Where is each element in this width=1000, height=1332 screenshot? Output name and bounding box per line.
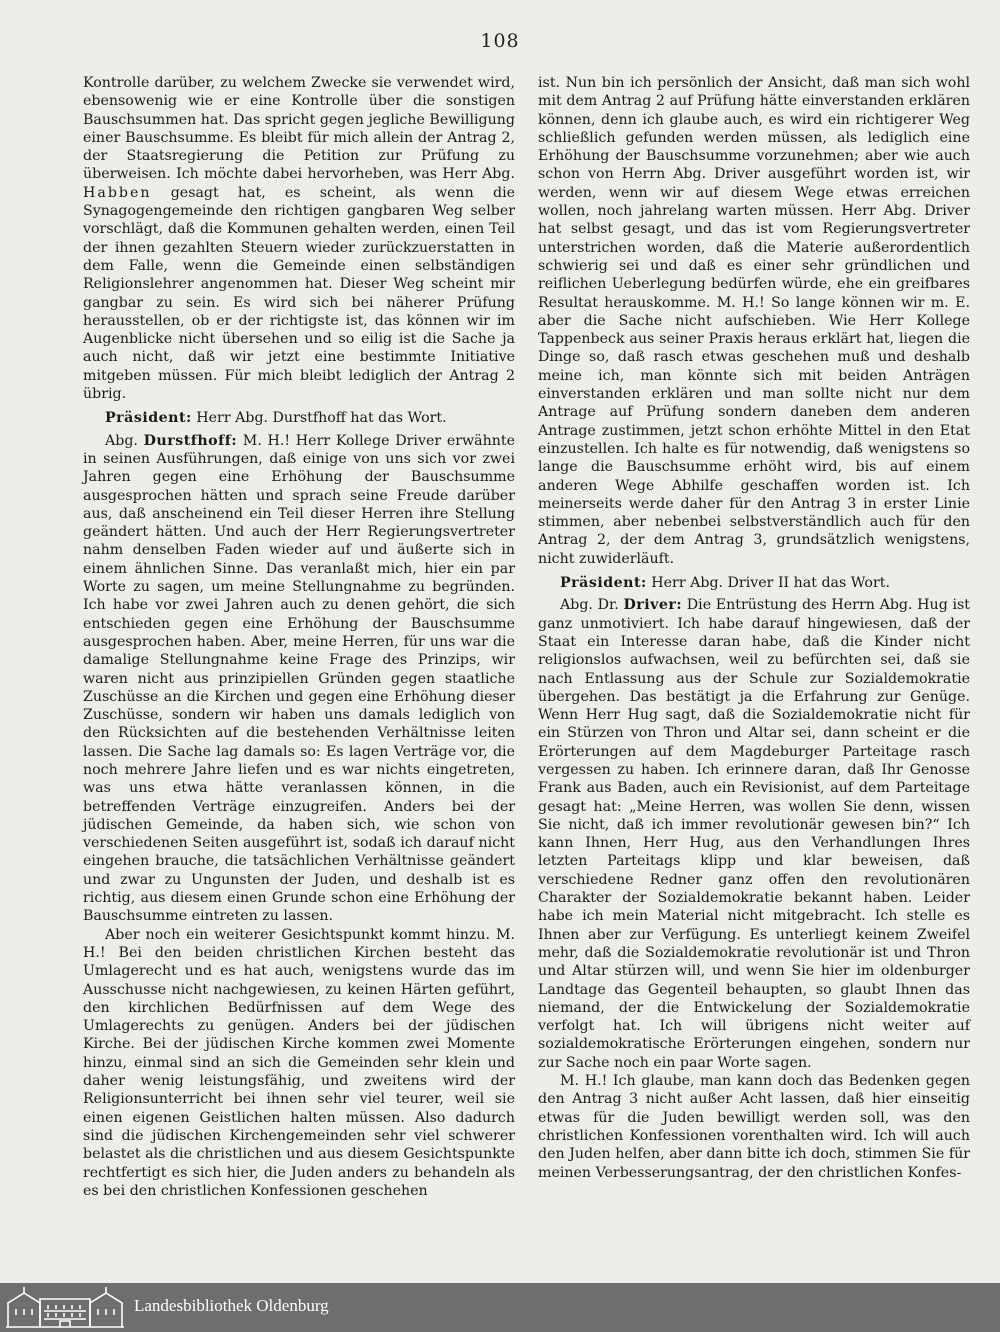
right-column	[538, 74, 970, 1182]
right-paragraph-3: M. H.! Ich glaube, man kann doch das Bedenken gegen den Antrag 3 nicht außer Acht lassen, daß hier einseitig etwas für die Juden bewilligt werden soll, was den christlichen Konfessionen vorenthalten wird. Ich will auch den Juden helfen, aber dann bitte ich doch, stimmen Sie für meinen Verbesserungsantrag, der den christlichen Konfes-	[538, 1073, 970, 1181]
speaker-name: Durstfhoff:	[143, 432, 238, 449]
speaker-prefix: Abg.	[105, 432, 138, 449]
left-paragraph-1	[83, 74, 515, 403]
president-label: Präsident:	[560, 575, 647, 592]
right-president-line	[538, 574, 970, 592]
library-name: Landesbibliothek Oldenburg	[134, 1296, 329, 1315]
library-footer	[0, 1283, 1000, 1332]
left-p1-text: Kontrolle darüber, zu welchem Zwecke sie verwendet wird, ebensowenig wie er eine Kontrolle über die sonstigen Bauschsummen hat. Das spricht gegen jegliche Bewilligung einer Bauschsumme. Es bleibt für mich allein der Antrag 2, der Staatsregierung die Petition zur Prüfung zu überweisen. Ich möchte dabei hervorheben, was Herr Abg.	[83, 75, 515, 183]
left-p2-text: M. H.! Herr Kollege Driver erwähnte in seinen Ausführungen, daß einige von uns sich vor zwei Jahren gegen eine Erhöhung der Bauschsumme ausgesprochen hätten und sprach seine Freude darüber aus, daß anscheinend ein Teil dieser Herren ihre Stellung geändert hätten. Und auch der Herr Regierungsvertreter nahm denselben Faden wieder auf und äußerte sich in einem ähnlichen Sinne. Das veranlaßt mich, hier ein par Worte zu sagen, um meine Stellungnahme zu begründen. Ich habe vor zwei Jahren auch zu denen gehört, die sich entschieden gegen eine Erhöhung der Bauschsumme ausgesprochen haben. Aber, meine Herren, für uns war die damalige Stellungnahme keine Frage des Prinzips, wir waren nicht aus prinzipiellen Gründen gegen staatliche Zuschüsse an die Kirchen und gegen eine Erhöhung dieser Zuschüsse, sondern wir haben uns damals lediglich von den Rücksichten auf die bestehenden Verhältnisse leiten lassen. Die Sache lag damals so: Es lagen Verträge vor, die noch mehrere Jahre liefen und es war nichts eingetreten, was uns etwa hätte veranlassen können, in die betreffenden Verträge einzugreifen. Anders bei der jüdischen Gemeinde, da haben sich, wie schon von verschiedenen Seiten ausgeführt ist, sodaß ich darauf nicht eingehen brauche, die tatsächlichen Verhältnisse geändert und zwar zu Ungunsten der Juden, und deshalb ist es richtig, aus diesem einen Grunde schon eine Erhöhung der Bauschsumme eintreten zu lassen.	[83, 432, 515, 925]
library-building-logo-icon	[4, 1285, 126, 1329]
left-p1-name: Habben	[83, 184, 152, 201]
left-p1-rest: gesagt hat, es scheint, als wenn die Synagogengemeinde den richtigen gangbaren Weg selber vorschlägt, daß die Kommunen gehalten werden, einen Teil der ihnen gezahlten Steuern wieder zurückzuerstatten in dem Falle, wenn die Gemeinde einen selbständigen Religionslehrer angenommen hat. Dieser Weg scheint mir gangbar zu sein. Es wird sich bei näherer Prüfung herausstellen, ob er der richtigste ist, das können wir im Augenblicke nicht übersehen und so eilig ist die Sache ja auch nicht, daß wir jetzt eine bestimmte Initiative mitgeben müssen. Für mich bleibt lediglich der Antrag 2 übrig.	[83, 184, 516, 403]
president-text: Herr Abg. Driver II hat das Wort.	[651, 575, 890, 592]
speaker-prefix: Abg. Dr.	[560, 597, 619, 614]
speaker-name: Driver:	[623, 597, 683, 614]
right-paragraph-2	[538, 596, 970, 1072]
right-p2-text: Die Entrüstung des Herrn Abg. Hug ist ganz unmotiviert. Ich habe darauf hingewiesen, daß der Staat ein Interesse daran habe, daß die Kinder nicht religionslos aufwachsen, weil zu befürchten sei, daß sie nach Entlassung aus der Schule zur Sozialdemokratie übergehen. Das bestätigt ja die Erfahrung zur Genüge. Wenn Herr Hug sagt, daß die Sozialdemokratie nicht für ein Stürzen von Thron und Altar sei, dann scheint er die Erörterungen auf dem Magdeburger Parteitage rasch vergessen zu haben. Ich erinnere daran, daß Ihr Genosse Frank aus Baden, auch ein Revisionist, auf dem Parteitage gesagt hat: „Meine Herren, was wollen Sie denn, wissen Sie nicht, daß ich immer revolutionär gewesen bin?“ Ich kann Ihnen, Herr Hug, aus den Verhandlungen Ihres letzten Parteitags klipp und klar beweisen, daß verschiedene Redner ganz offen den revolutionären Charakter der Sozialdemokratie bekannt haben. Leider habe ich mein Material nicht mitgebracht. Ich stelle es Ihnen aber zur Verfügung. Es unterliegt keinem Zweifel mehr, daß die Sozialdemokratie revolutionär ist und Thron und Altar stürzen will, und wenn Sie hier im oldenburger Landtage das Gegenteil behaupten, so glaubt Ihnen das niemand, der die Entwickelung der Sozialdemokratie verfolgt hat. Ich will übrigens nicht weiter auf sozialdemokratische Erörterungen eingehen, sondern nur zur Sache noch ein paar Worte sagen.	[538, 597, 970, 1071]
page-number: 108	[480, 30, 520, 52]
left-president-line	[83, 409, 515, 427]
right-paragraph-1: ist. Nun bin ich persönlich der Ansicht, daß man sich wohl mit dem Antrag 2 auf Prüfung hätte einverstanden erklären können, denn ich glaube auch, es wird ein richtigerer Weg schließlich gefunden werden müssen, als lediglich eine Erhöhung der Bauschsumme vorzunehmen; aber wie auch schon von Herrn Abg. Driver ausgeführt worden ist, wir werden, wenn wir auf diesem Wege etwas erreichen wollen, noch jahrelang warten müssen. Herr Abg. Driver hat selbst gesagt, und das ist vom Regierungsvertreter unterstrichen worden, daß die Materie außerordentlich schwierig sei und daß es einer sehr gründlichen und reiflichen Ueberlegung bedürfen würde, ehe ein greifbares Resultat herauskomme. M. H.! So lange können wir m. E. aber die Sache nicht aufschieben. Wie Herr Kollege Tappenbeck aus seiner Praxis heraus erklärt hat, liegen die Dinge so, daß rasch etwas geschehen muß und deshalb meine ich, man könnte sich mit beiden Anträgen einverstanden erklären und man sollte nicht nur dem Antrage auf Prüfung sondern daneben dem anderen Antrage zustimmen, jetzt schon erhöhte Mittel in den Etat einzustellen. Ich halte es für notwendig, daß wenigstens so lange die Bauschsumme erhöht wird, bis auf einem anderen Wege Abhilfe geschaffen worden ist. Ich meinerseits werde daher für den Antrag 3 in erster Linie stimmen, aber nebenbei selbstverständlich auch für den Antrag 2, der dem Antrag 3, grundsätzlich wenigstens, nicht zuwiderläuft.	[538, 75, 970, 567]
left-paragraph-2	[83, 432, 515, 926]
president-label: Präsident:	[105, 410, 192, 427]
left-paragraph-3: Aber noch ein weiterer Gesichtspunkt kommt hinzu. M. H.! Bei den beiden christlichen Kirchen besteht das Umlagerecht und es hat auch, wenigstens wurde das im Ausschusse nicht nachgewiesen, zu keinen Härten geführt, den kirchlichen Bedürfnissen auf dem Wege des Umlagerechts zu genügen. Anders bei der jüdischen Kirche. Bei der jüdischen Kirche kommen zwei Momente hinzu, einmal sind an sich die Gemeinden sehr klein und daher wenig leistungsfähig, und zweitens wird der Religionsunterricht bei ihnen sehr viel teurer, weil sie einen eigenen Geistlichen halten müssen. Also dadurch sind die jüdischen Kirchengemeinden sehr viel schwerer belastet als die christlichen und aus diesem Gesichtspunkte rechtfertigt es sich hier, die Juden anders zu behandeln als es bei den christlichen Konfessionen geschehen	[83, 926, 515, 1199]
president-text: Herr Abg. Durstfhoff hat das Wort.	[196, 410, 447, 427]
left-column	[83, 74, 515, 1200]
